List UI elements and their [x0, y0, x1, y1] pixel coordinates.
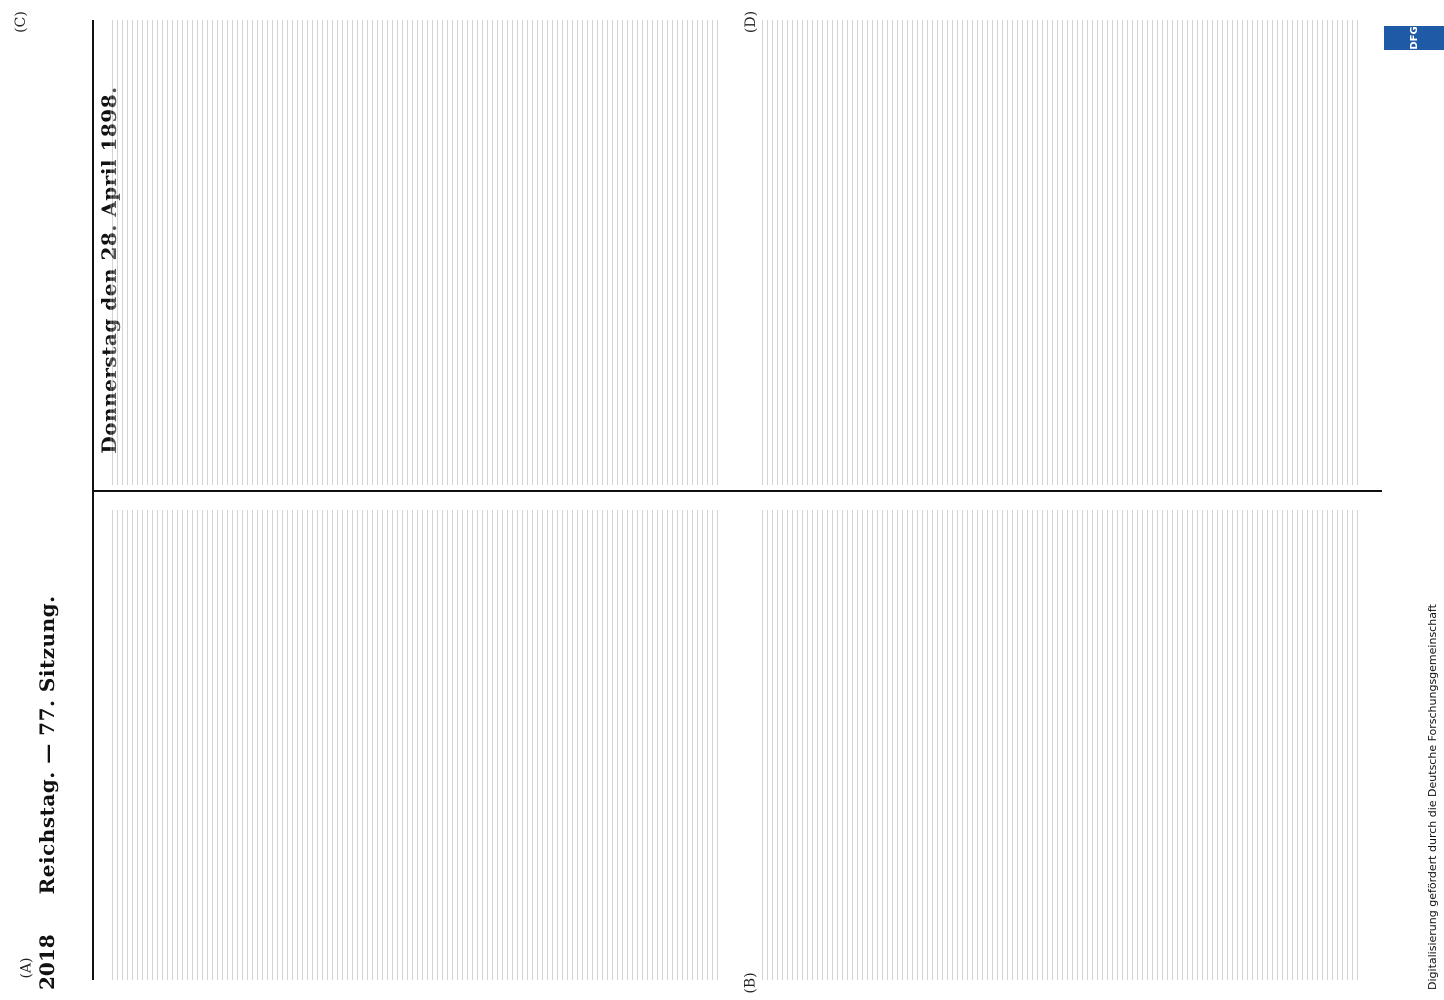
digitization-note: Digitalisierung gefördert durch die Deutsche Forschungsgemeinschaft	[1426, 604, 1439, 990]
dfg-logo: DFG	[1384, 26, 1444, 50]
page-number: 2018	[35, 934, 59, 990]
text-column-right-top	[760, 20, 1360, 485]
digitization-watermark	[1406, 10, 1439, 990]
text-column-right-bottom	[760, 510, 1360, 980]
center-rule	[92, 490, 1382, 492]
text-column-left-bottom	[110, 510, 720, 980]
session-title: Reichstag. — 77. Sitzung.	[35, 595, 59, 895]
margin-letter-d: (D)	[743, 10, 760, 34]
page-header-left	[30, 30, 64, 990]
session-date: Donnerstag den 28. April 1898.	[97, 86, 121, 454]
text-column-left-top	[110, 20, 720, 485]
margin-letter-c: (C)	[12, 11, 29, 33]
margin-letter-a: (A)	[18, 957, 35, 979]
margin-letter-b: (B)	[742, 972, 759, 994]
